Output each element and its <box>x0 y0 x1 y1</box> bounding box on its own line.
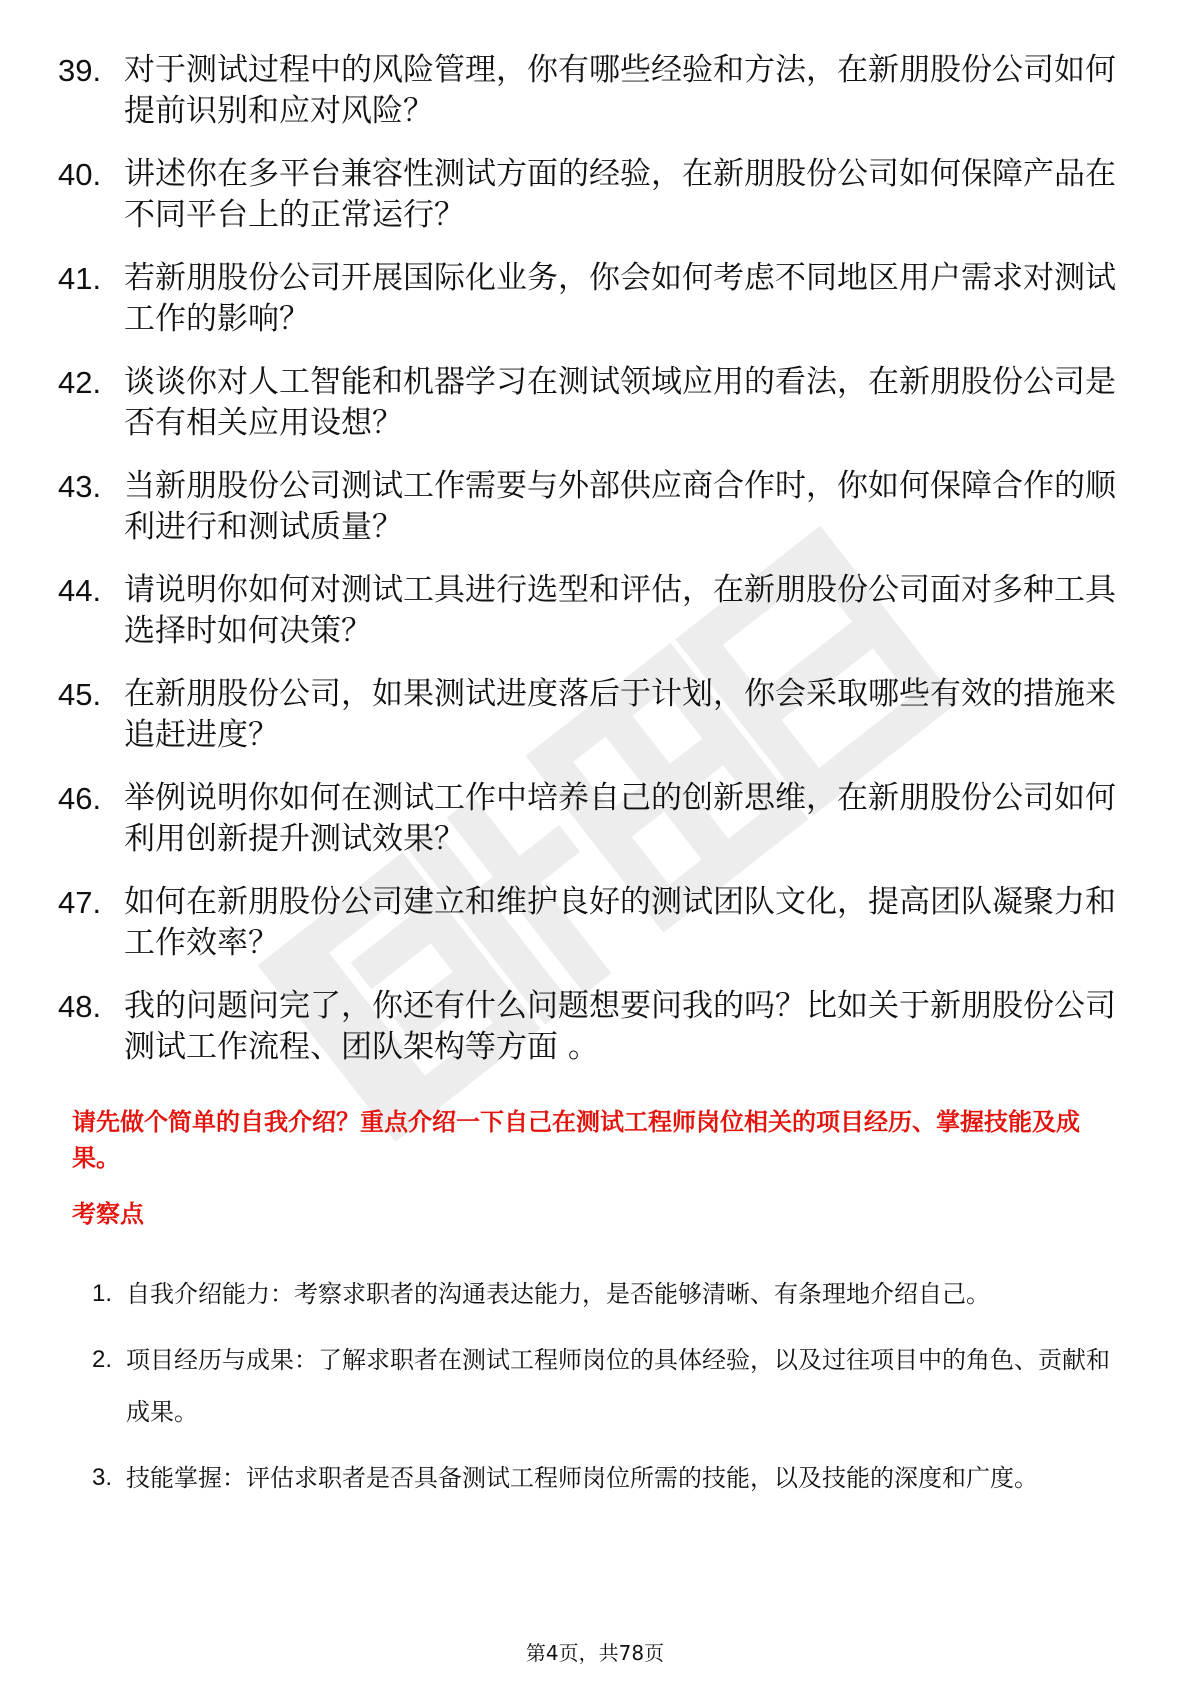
list-item <box>58 986 1118 1068</box>
question-text: 讲述你在多平台兼容性测试方面的经验，在新朋股份公司如何保障产品在不同平台上的正常运行？ <box>124 156 1116 233</box>
question-number: 40. <box>58 157 102 192</box>
point-text: 技能掌握：评估求职者是否具备测试工程师岗位所需的技能，以及技能的深度和广度。 <box>126 1464 1038 1492</box>
list-item <box>58 154 1118 236</box>
question-text: 在新朋股份公司，如果测试进度落后于计划，你会采取哪些有效的措施来追赶进度？ <box>124 676 1116 753</box>
question-list <box>58 50 1118 1090</box>
question-text: 如何在新朋股份公司建立和维护良好的测试团队文化，提高团队凝聚力和工作效率？ <box>124 884 1116 961</box>
highlight-question: 请先做个简单的自我介绍？重点介绍一下自己在测试工程师岗位相关的项目经历、掌握技能及成果。 <box>72 1108 1080 1172</box>
question-number: 45. <box>58 677 102 712</box>
question-number: 48. <box>58 989 102 1024</box>
question-number: 39. <box>58 53 102 88</box>
section-title: 考察点 <box>72 1200 144 1228</box>
question-text: 当新朋股份公司测试工作需要与外部供应商合作时，你如何保障合作的顺利进行和测试质量？ <box>124 468 1116 545</box>
question-text: 请说明你如何对测试工具进行选型和评估，在新朋股份公司面对多种工具选择时如何决策？ <box>124 572 1116 649</box>
list-item <box>92 1268 1120 1320</box>
point-number: 3. <box>92 1464 113 1491</box>
question-text: 对于测试过程中的风险管理，你有哪些经验和方法，在新朋股份公司如何提前识别和应对风险？ <box>124 52 1116 129</box>
point-number: 1. <box>92 1280 113 1307</box>
question-text: 若新朋股份公司开展国际化业务，你会如何考虑不同地区用户需求对测试工作的影响？ <box>124 260 1116 337</box>
list-item <box>58 466 1118 548</box>
question-number: 41. <box>58 261 102 296</box>
question-number: 43. <box>58 469 102 504</box>
point-text: 项目经历与成果：了解求职者在测试工程师岗位的具体经验，以及过往项目中的角色、贡献和成果。 <box>126 1346 1110 1426</box>
question-number: 47. <box>58 885 102 920</box>
list-item <box>58 362 1118 444</box>
assessment-points-list <box>92 1268 1120 1518</box>
point-number: 2. <box>92 1346 113 1373</box>
question-text: 我的问题问完了，你还有什么问题想要问我的吗？比如关于新朋股份公司测试工作流程、团队架构等方面 。 <box>124 988 1116 1065</box>
list-item <box>92 1334 1120 1438</box>
list-item <box>58 570 1118 652</box>
question-number: 42. <box>58 365 102 400</box>
page-footer: 第4页，共78页 <box>525 1641 665 1665</box>
point-text: 自我介绍能力：考察求职者的沟通表达能力，是否能够清晰、有条理地介绍自己。 <box>126 1280 990 1308</box>
list-item <box>58 778 1118 860</box>
list-item <box>58 258 1118 340</box>
question-text: 谈谈你对人工智能和机器学习在测试领域应用的看法，在新朋股份公司是否有相关应用设想？ <box>124 364 1116 441</box>
list-item <box>92 1452 1120 1504</box>
list-item <box>58 50 1118 132</box>
list-item <box>58 882 1118 964</box>
question-number: 44. <box>58 573 102 608</box>
list-item <box>58 674 1118 756</box>
question-text: 举例说明你如何在测试工作中培养自己的创新思维，在新朋股份公司如何利用创新提升测试效果？ <box>124 780 1116 857</box>
question-number: 46. <box>58 781 102 816</box>
